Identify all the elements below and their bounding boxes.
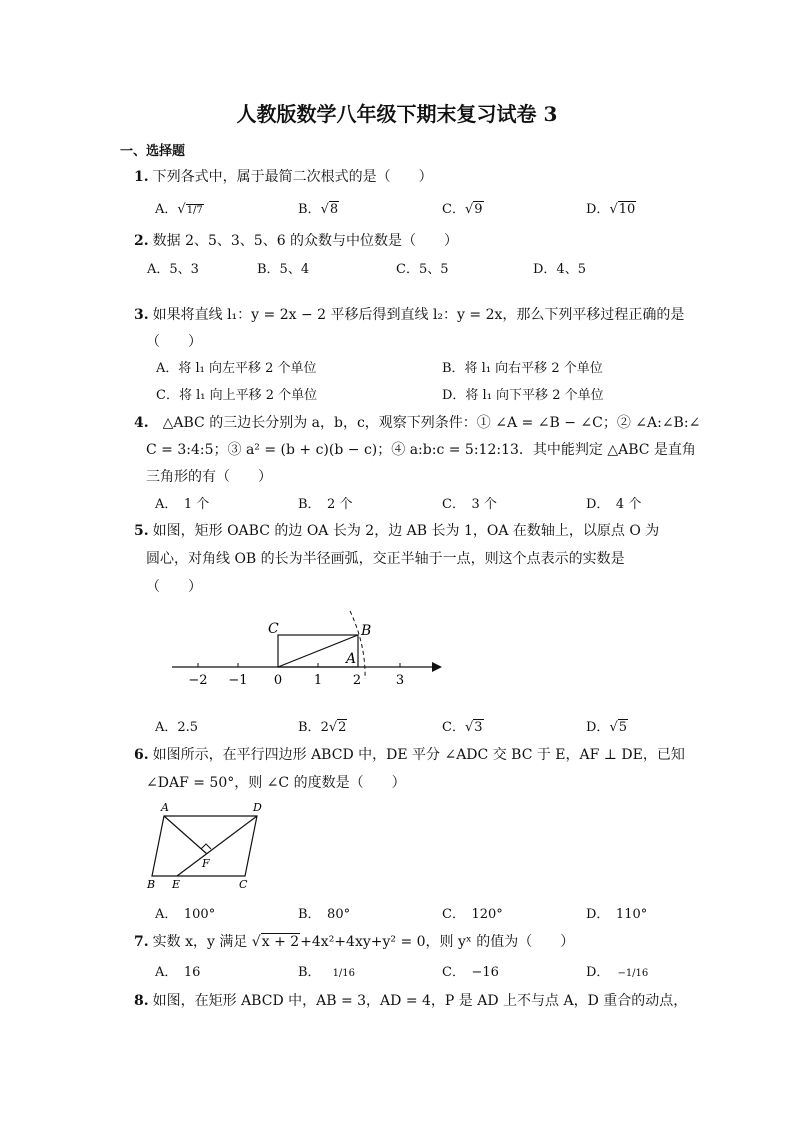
tick-label: 2 <box>352 673 362 688</box>
q2-option-b: B．5、4 <box>257 262 310 277</box>
question-3 <box>134 304 684 324</box>
sqrt-expression: √3 <box>464 720 483 735</box>
q2-option-d: D．4、5 <box>533 262 586 277</box>
question-stem: 数据 2、5、3、5、6 的众数与中位数是（ ） <box>152 233 459 249</box>
sqrt-expression: √1/7 <box>177 202 203 217</box>
question-5-line-2: 圆心，对角线 OB 的长为半径画弧，交正半轴于一点，则这个点表示的实数是 <box>146 551 625 567</box>
number-line-figure <box>160 605 450 690</box>
segment-af <box>164 816 207 854</box>
question-number: 1. <box>134 169 149 185</box>
q4-option-c: C． 3 个 <box>442 497 497 512</box>
q6-option-c: C． 120° <box>442 907 503 922</box>
question-5 <box>134 520 659 540</box>
radicand: 2 <box>338 720 347 735</box>
q5-option-c <box>442 716 484 735</box>
q7-option-c: C． −16 <box>442 965 499 980</box>
question-4-line-3: 三角形的有（ ） <box>146 469 272 485</box>
q4-option-b: B． 2 个 <box>298 497 353 512</box>
radicand: 3 <box>474 720 483 735</box>
question-number: 4. <box>134 415 149 431</box>
question-number: 6. <box>134 747 149 763</box>
question-stem: 下列各式中，属于最简二次根式的是（ ） <box>152 169 433 185</box>
question-stem: 如果将直线 l₁：y = 2x − 2 平移后得到直线 l₂：y = 2x，那么下列平移过程正确的是 <box>152 307 685 323</box>
fraction: −1/16 <box>617 968 649 979</box>
question-6 <box>134 744 685 764</box>
question-number: 8. <box>134 993 149 1009</box>
question-8 <box>134 990 687 1010</box>
question-number: 5. <box>134 523 149 539</box>
radicand: 8 <box>329 202 339 217</box>
q3-option-c: C．将 l₁ 向上平移 2 个单位 <box>156 388 318 403</box>
question-4-line-2: C = 3:4:5；③ a² = (b + c)(b − c)；④ a:b:c = 5:12:13．其中能判定 △ABC 是直角 <box>146 442 696 458</box>
option-label: B． <box>298 202 321 217</box>
q6-option-a: A． 100° <box>155 907 216 922</box>
segment-de <box>177 816 257 876</box>
q7-option-a: A． 16 <box>155 965 201 980</box>
question-stem-line-1: 如图所示，在平行四边形 ABCD 中，DE 平分 ∠ADC 交 BC 于 E，AF ⊥ DE，已知 <box>152 747 685 763</box>
question-3-blank: （ ） <box>146 334 202 350</box>
question-6-line-2: ∠DAF = 50°，则 ∠C 的度数是（ ） <box>146 775 406 791</box>
question-stem-line-1: 如图，矩形 OABC 的边 OA 长为 2，边 AB 长为 1，OA 在数轴上，以原点 O 为 <box>152 523 660 539</box>
question-number: 3. <box>134 307 149 323</box>
q3-option-d: D．将 l₁ 向下平移 2 个单位 <box>442 388 604 403</box>
question-4 <box>134 412 700 432</box>
tick-label: 0 <box>273 673 283 688</box>
q3-option-b: B．将 l₁ 向右平移 2 个单位 <box>442 361 603 376</box>
q4-option-a: A． 1 个 <box>155 497 210 512</box>
axis-arrow <box>432 662 442 672</box>
question-2 <box>134 230 458 250</box>
page-title: 人教版数学八年级下期末复习试卷 3 <box>236 102 558 126</box>
option-label: C． <box>442 202 465 217</box>
q1-option-c <box>442 198 484 217</box>
q1-option-d <box>586 198 636 217</box>
q1-option-a <box>155 198 204 217</box>
question-stem: 如图，在矩形 ABCD 中，AB = 3，AD = 4，P 是 AD 上不与点 A，D 重合的动点， <box>152 993 688 1009</box>
tick-label: 3 <box>395 673 405 688</box>
q3-option-a: A．将 l₁ 向左平移 2 个单位 <box>156 361 317 376</box>
q2-option-a: A．5、3 <box>147 262 199 277</box>
radicand: x + 2 <box>261 934 300 950</box>
point-label-c: C <box>239 878 248 891</box>
tick-label: 1 <box>313 673 323 688</box>
radicand: 9 <box>474 202 483 217</box>
q1-option-b <box>298 198 339 217</box>
question-5-line-3: （ ） <box>146 579 202 595</box>
radicand: 1/7 <box>186 205 203 216</box>
parallelogram-figure <box>140 800 270 895</box>
point-label-b: B <box>361 623 372 639</box>
option-label: D． <box>586 720 610 735</box>
tick-label: −2 <box>188 673 208 688</box>
point-label-c: C <box>268 621 279 637</box>
point-label-b: B <box>147 878 156 891</box>
right-angle-mark <box>201 844 211 849</box>
question-stem-pre: 实数 x，y 满足 <box>152 934 248 950</box>
point-label-d: D <box>253 801 262 814</box>
radicand: 10 <box>618 202 636 217</box>
q7-option-b <box>298 961 355 980</box>
section-heading: 一、选择题 <box>120 144 186 159</box>
option-label: A． <box>155 202 178 217</box>
q4-option-d: D． 4 个 <box>586 497 642 512</box>
tick-label: −1 <box>228 673 248 688</box>
sqrt-expression: √10 <box>609 202 636 217</box>
sqrt-expression: √8 <box>320 202 339 217</box>
q5-option-a: A．2.5 <box>155 720 199 735</box>
option-label: C． <box>442 720 465 735</box>
point-label-e: E <box>172 878 181 891</box>
point-label-a: A <box>346 651 357 667</box>
q7-option-d <box>586 961 648 980</box>
sqrt-expression: √5 <box>609 720 628 735</box>
option-label: B． <box>298 720 321 735</box>
question-number: 7. <box>134 934 149 950</box>
question-stem-line-1: △ABC 的三边长分别为 a，b，c，观察下列条件：① ∠A = ∠B − ∠C；② ∠A:∠B:∠ <box>162 415 701 431</box>
fraction: 1/16 <box>332 968 356 979</box>
coefficient: 2 <box>320 720 329 735</box>
point-label-f: F <box>202 857 210 870</box>
option-label: B． <box>298 965 321 980</box>
sqrt-expression: √2 <box>328 720 347 735</box>
option-label: D． <box>586 965 610 980</box>
q5-option-b <box>298 716 347 735</box>
sqrt-expression: √9 <box>464 202 483 217</box>
sqrt-expression: √x + 2 <box>251 934 300 950</box>
radicand: 5 <box>618 720 628 735</box>
q6-option-d: D． 110° <box>586 907 648 922</box>
question-stem-post: +4x²+4xy+y² = 0，则 yˣ 的值为（ ） <box>300 934 575 950</box>
point-label-a: A <box>161 801 169 814</box>
question-1 <box>134 166 433 186</box>
question-number: 2. <box>134 233 149 249</box>
q2-option-c: C．5、5 <box>396 262 449 277</box>
q6-option-b: B． 80° <box>298 907 351 922</box>
question-7 <box>134 931 574 951</box>
q5-option-d <box>586 716 628 735</box>
option-label: D． <box>586 202 610 217</box>
